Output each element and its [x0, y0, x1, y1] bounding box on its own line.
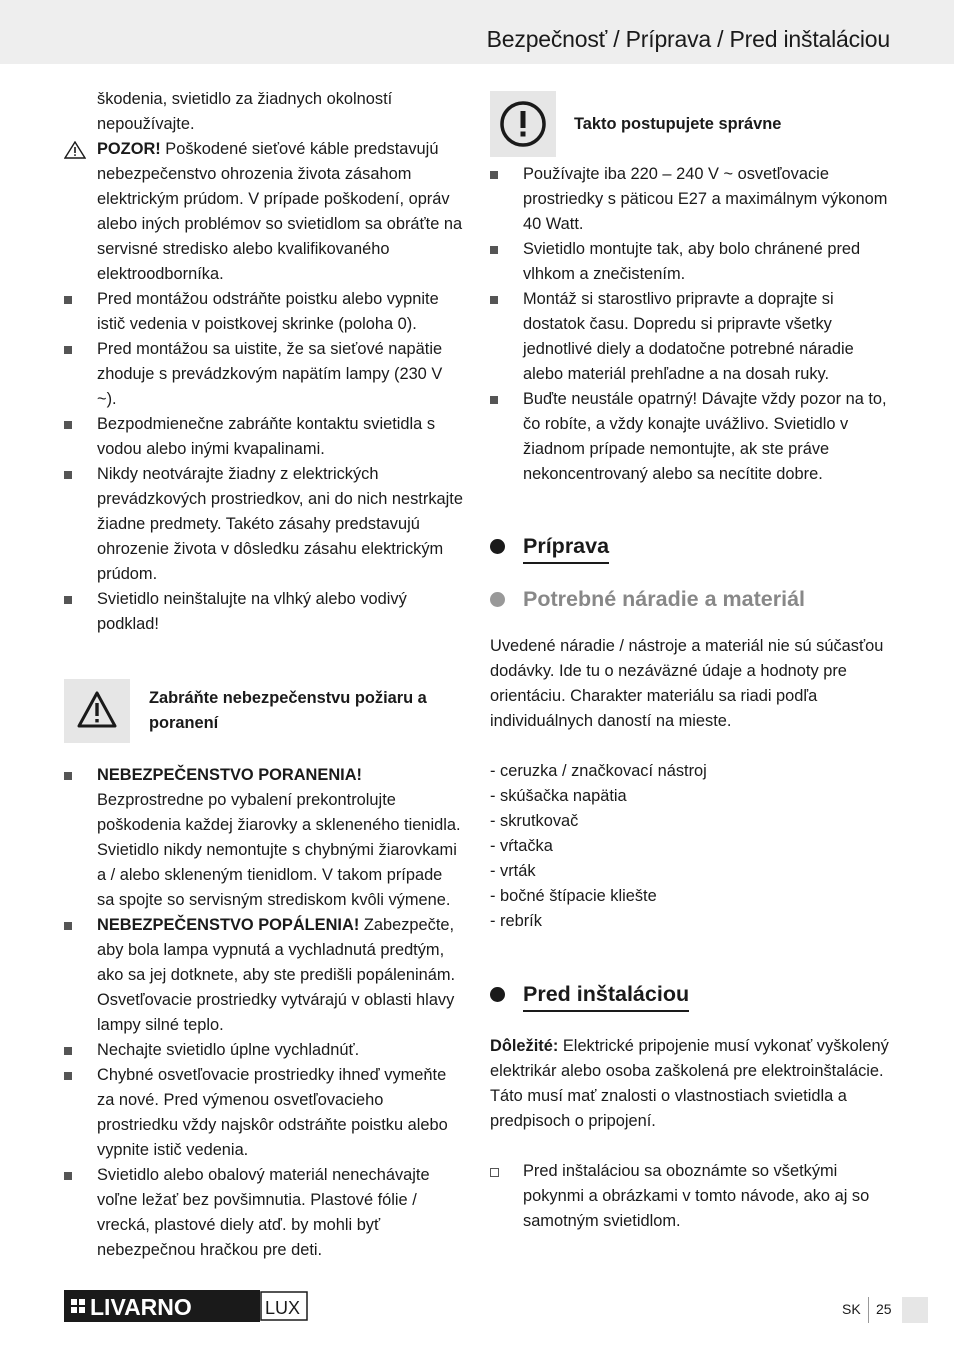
bullet-square-icon [64, 346, 72, 354]
caution-label: POZOR! [97, 140, 161, 158]
footer-grey-block [902, 1297, 928, 1323]
bullet-square-icon [64, 596, 72, 604]
section-bullet-icon [490, 592, 505, 607]
tools-list [490, 759, 890, 934]
footer-page-info [832, 1297, 892, 1323]
checklist-item: Pred inštaláciou sa oboznámte so všetkými pokynmi a obrázkami v tomto návode, ako aj so samotným svietidlom. [490, 1159, 890, 1234]
warning-box-icon-bg [64, 679, 130, 743]
list-item: Montáž si starostlivo pripravte a doprajte si dostatok času. Dopredu si pripravte všetky jednotlivé diely a dodatočne potrebné náradie alebo materiál prehľadne a na dosah ruky. [490, 287, 890, 387]
list-item: - skrutkovač [490, 812, 579, 830]
svg-text:LIVARNO: LIVARNO [90, 1294, 192, 1320]
page-number: 25 [876, 1301, 892, 1317]
bullet-square-icon [64, 296, 72, 304]
list-item: - rebrík [490, 912, 542, 930]
section-title-pred-instalaciou: Pred inštaláciou [490, 979, 890, 1012]
bullet-square-icon [64, 1072, 72, 1080]
section-title-naradie: Potrebné náradie a materiál [490, 584, 890, 614]
tools-intro: Uvedené náradie / nástroje a materiál nie sú súčasťou dodávky. Ide tu o nezáväzné údaje a hodnoty pre orientáciu. Charakter materiálu sa riadi podľa individuálnych daností na mieste. [490, 637, 884, 730]
list-item: Pred montážou sa uistite, že sa sieťové napätie zhoduje s prevádzkovým napätím lampy (230 V ~). [64, 337, 464, 412]
list-item: NEBEZPEČENSTVO PORANENIA! Bezprostredne po vybalení prekontrolujte poškodenia každej žiarovky a skleneného tienidla. Svietidlo nikdy nemontujte s chybnými žiarovkami a / alebo skleneným tienidlom. V takom prípade sa spojte so servisným strediskom kvôli výmene. [64, 763, 464, 913]
section-bullet-icon [490, 539, 505, 554]
list-item: - vŕtačka [490, 837, 553, 855]
correct-box-title: Takto postupujete správne [574, 115, 782, 133]
list-item: Bezpodmienečne zabráňte kontaktu svietidla s vodou alebo inými kvapalinami. [64, 412, 464, 462]
list-item: Svietidlo neinštalujte na vlhký alebo vodivý podklad! [64, 587, 464, 637]
exclamation-circle-icon [490, 91, 556, 157]
list-item: NEBEZPEČENSTVO POPÁLENIA! Zabezpečte, aby bola lampa vypnutá a vychladnutá predtým, ako sa jej dotknete, aby ste predišli popáleninám. Osvetľovacie prostriedky vytvárajú v oblasti hlavy lampy silné teplo. [64, 913, 464, 1038]
list-item: Používajte iba 220 – 240 V ~ osvetľovacie prostriedky s päticou E27 a maximálnym výkonom 40 Watt. [490, 162, 890, 237]
bullet-square-icon [64, 922, 72, 930]
bullet-square-icon [490, 296, 498, 304]
list-item: - ceruzka / značkovací nástroj [490, 762, 707, 780]
list-item: Nikdy neotvárajte žiadny z elektrických prevádzkových prostriedkov, ani do nich nestrkajte žiadne predmety. Takéto zásahy predstavujú ohrozenie života v dôsledku zásahu elektrickým prúdom. [64, 462, 464, 587]
header-title: Bezpečnosť / Príprava / Pred inštaláciou [486, 26, 890, 52]
fire-box-title: Zabráňte nebezpečenstvu požiaru a poranení [149, 689, 427, 732]
checkbox-square-icon [490, 1168, 499, 1177]
warning-triangle-icon [64, 141, 86, 159]
bullet-square-icon [64, 421, 72, 429]
page-header [0, 0, 954, 64]
list-item: Pred montážou odstráňte poistku alebo vypnite istič vedenia v poistkovej skrinke (poloha 0). [64, 287, 464, 337]
bullet-square-icon [64, 1047, 72, 1055]
right-column [490, 87, 890, 1234]
bullet-square-icon [64, 1172, 72, 1180]
bullet-square-icon [490, 246, 498, 254]
info-box-icon-bg [490, 91, 556, 157]
list-item: - skúšačka napätia [490, 787, 627, 805]
footer-separator [868, 1297, 869, 1323]
important-paragraph: Dôležité: Elektrické pripojenie musí vykonať vyškolený elektrikár alebo osoba zaškolená pre elektroinštalácie. [490, 1037, 889, 1080]
bullet-square-icon [490, 171, 498, 179]
list-item: Chybné osvetľovacie prostriedky ihneď vymeňte za nové. Pred výmenou osvetľovacieho prostriedku vždy najskôr odstráňte poistku alebo vypnite istič vedenia. [64, 1063, 464, 1163]
livarno-lux-logo [64, 1290, 310, 1322]
section-title-priprava: Príprava [490, 531, 890, 564]
caution-paragraph [64, 137, 464, 287]
section-bullet-icon [490, 987, 505, 1002]
correct-procedure-box [490, 87, 890, 155]
caution-text: Poškodené sieťové káble predstavujú nebezpečenstvo ohrozenia života zásahom elektrickým prúdom. V prípade poškodení, opráv alebo iných problémov so svietidlom sa obráťte na servisné stredisko alebo kvalifikovaného elektroodborníka. [97, 140, 463, 283]
warning-triangle-icon [64, 679, 130, 743]
bullet-square-icon [64, 772, 72, 780]
list-item: - vrták [490, 862, 536, 880]
fire-warning-box [64, 679, 464, 743]
bullet-square-icon [64, 471, 72, 479]
svg-text:LUX: LUX [265, 1298, 301, 1318]
left-column [64, 87, 464, 1263]
list-item: Svietidlo alebo obalový materiál nenechávajte voľne ležať bez povšimnutia. Plastové fólie / vrecká, plastové diely atď. by mohli byť nebezpečnou hračkou pre deti. [64, 1163, 464, 1263]
bullet-square-icon [490, 396, 498, 404]
important-paragraph-2: Táto musí mať znalosti o vlastnostiach svietidla a predpisoch o pripojení. [490, 1087, 847, 1130]
list-item: Nechajte svietidlo úplne vychladnúť. [64, 1038, 464, 1063]
language-code: SK [842, 1301, 861, 1317]
intro-text: škodenia, svietidlo za žiadnych okolností nepoužívajte. [97, 90, 393, 133]
list-item: - bočné štípacie kliešte [490, 887, 657, 905]
list-item: Buďte neustále opatrný! Dávajte vždy pozor na to, čo robíte, a vždy konajte uvážlivo. Svietidlo v žiadnom prípade nemontujte, ak ste práve nekoncentrovaný alebo sa necítite dobre. [490, 387, 890, 487]
list-item: Svietidlo montujte tak, aby bolo chránené pred vlhkom a znečistením. [490, 237, 890, 287]
